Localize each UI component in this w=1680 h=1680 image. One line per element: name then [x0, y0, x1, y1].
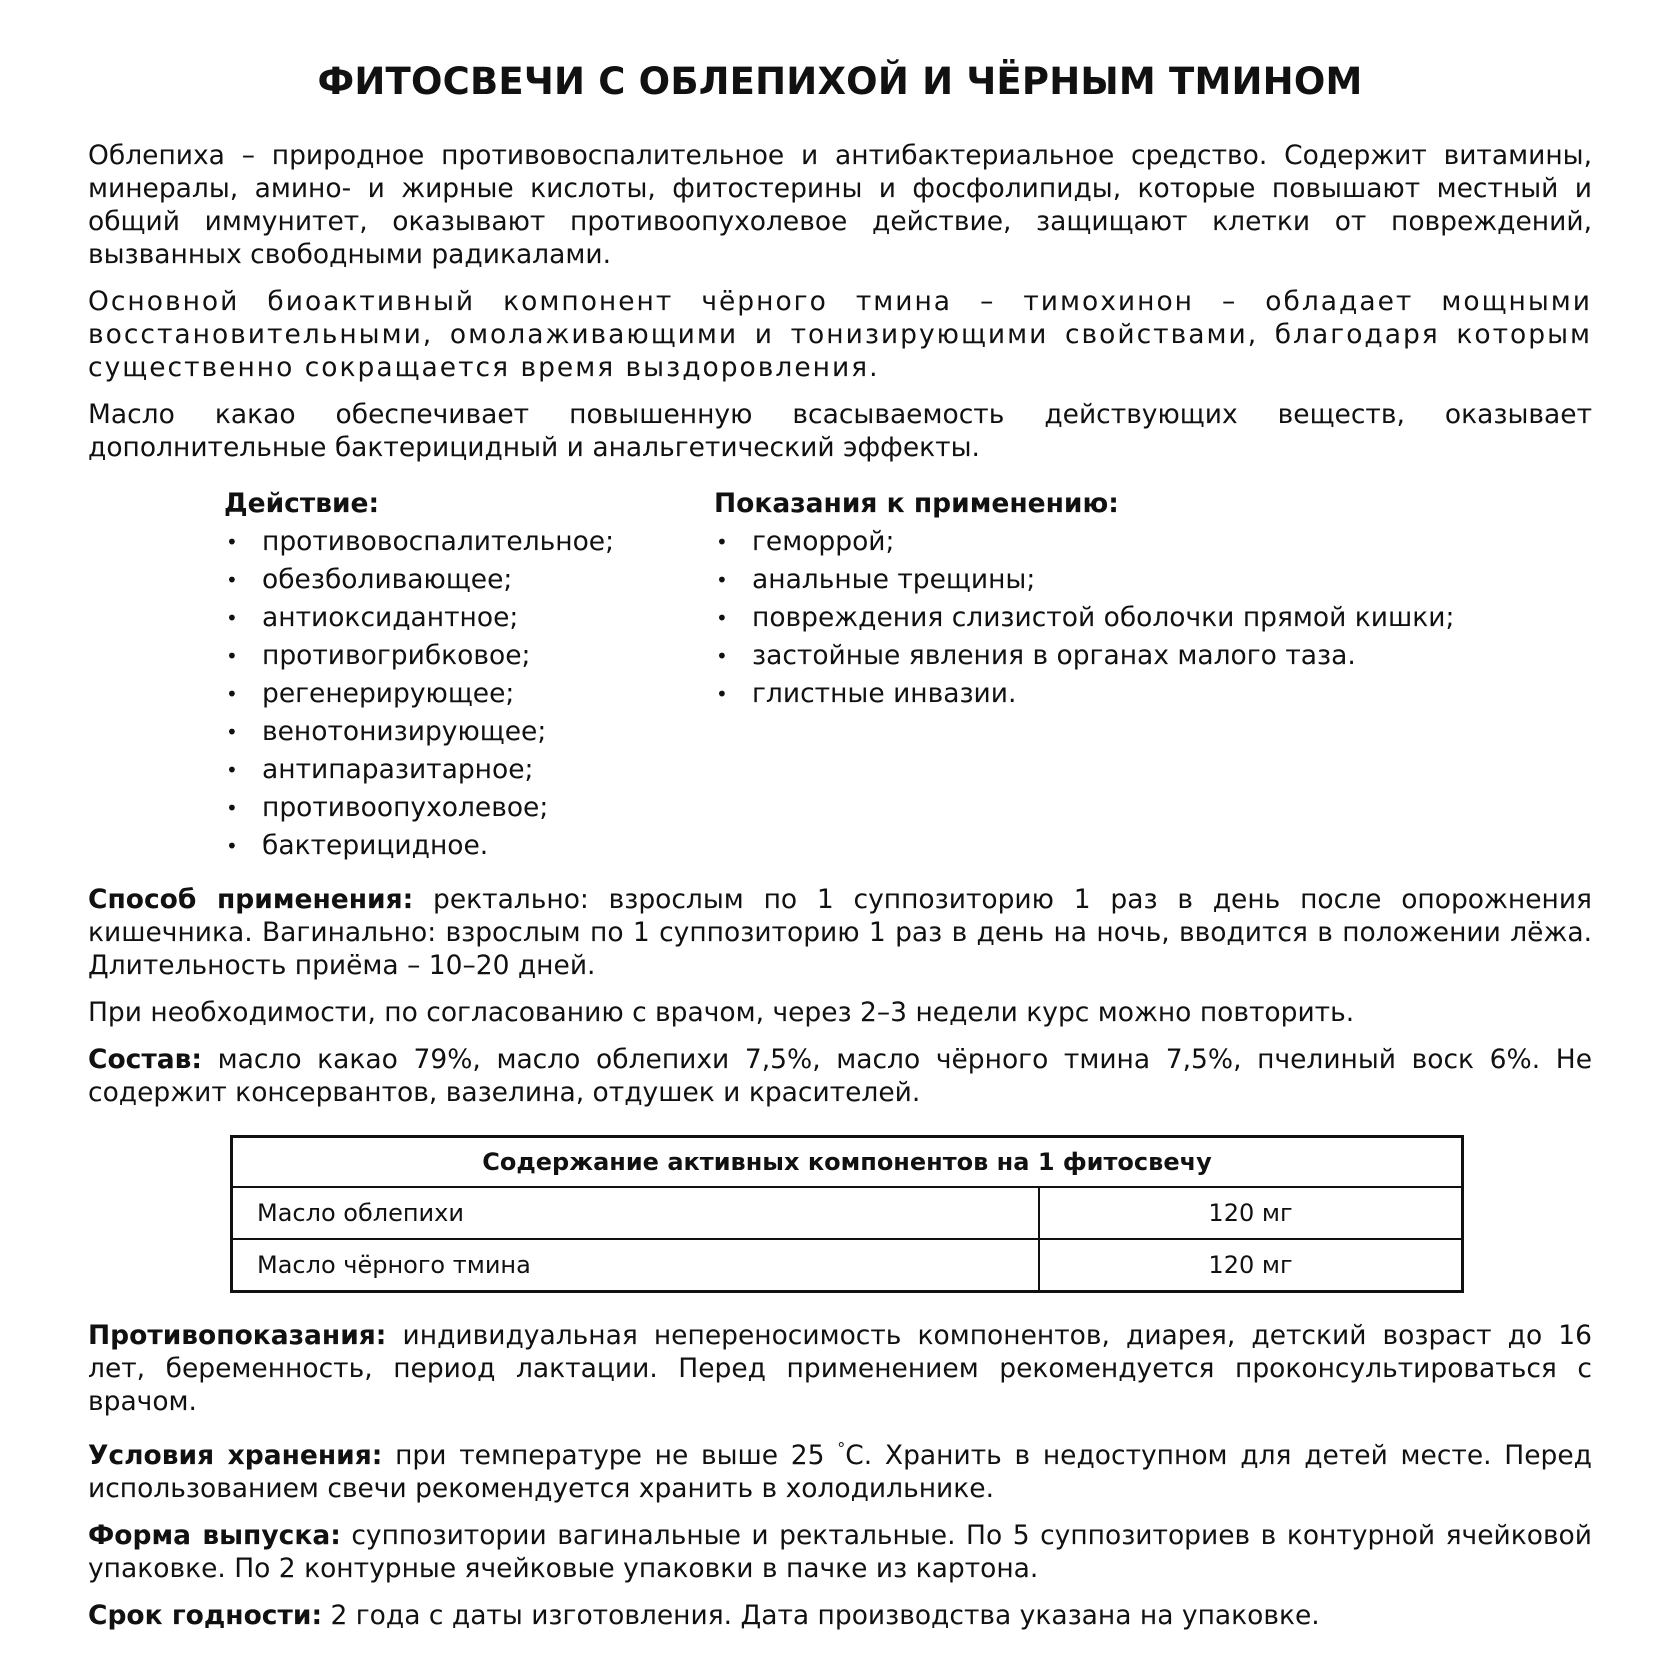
- usage-text: ректально: взрослым по 1 суппозиторию 1 раз в день после опорожнения кишечника. Вагинально: взрослым по 1 суппозиторию 1 раз в день на ночь, вводится в положении лёжа. Длительность приёма – 10–20 дней.: [88, 884, 1592, 981]
- table-cell-value: 120 мг: [1039, 1187, 1463, 1239]
- contraindications-paragraph: [88, 1319, 1592, 1418]
- composition-text: масло какао 79%, масло облепихи 7,5%, масло чёрного тмина 7,5%, пчелиный воск 6%. Не содержит консервантов, вазелина, отдушек и красителей.: [88, 1044, 1592, 1108]
- storage-text-before: при температуре не выше 25: [382, 1439, 838, 1471]
- list-item: • обезболивающее;: [224, 561, 714, 599]
- table-cell-value: 120 мг: [1039, 1239, 1463, 1292]
- table-header-row: [232, 1137, 1463, 1188]
- list-item: • глистные инвазии.: [714, 675, 1592, 713]
- intro-paragraph-2: Основной биоактивный компонент чёрного тмина – тимохинон – обладает мощными восстановительными, омолаживающими и тонизирующими свойствами, благодаря которым существенно сокращается время выздоровления.: [88, 286, 1592, 383]
- intro-paragraph-3: Масло какао обеспечивает повышенную всасываемость действующих веществ, оказывает дополнительные бактерицидный и анальгетический эффекты.: [88, 399, 1592, 463]
- usage-repeat-paragraph: При необходимости, по согласованию с врачом, через 2–3 недели курс можно повторить.: [88, 997, 1355, 1028]
- list-item: • антипаразитарное;: [224, 751, 714, 789]
- storage-text-after: С. Хранить в недоступном для детей месте. Перед использованием свечи рекомендуется хранить в холодильнике.: [88, 1439, 1592, 1504]
- list-item: • анальные трещины;: [714, 561, 1592, 599]
- shelf-life-text: 2 года с даты изготовления. Дата производства указана на упаковке.: [322, 1599, 1320, 1631]
- composition-label: Состав:: [88, 1044, 202, 1075]
- list-item: • противоопухолевое;: [224, 789, 714, 827]
- table-row: [232, 1239, 1463, 1292]
- storage-label: Условия хранения:: [88, 1439, 383, 1471]
- table-row: [232, 1187, 1463, 1239]
- indications-list: [714, 523, 1592, 713]
- degree-sign: °: [837, 1439, 846, 1458]
- indications-title: Показания к применению:: [714, 488, 1119, 519]
- list-item: • повреждения слизистой оболочки прямой кишки;: [714, 599, 1592, 637]
- form-paragraph: [88, 1519, 1592, 1585]
- list-item: • противогрибковое;: [224, 637, 714, 675]
- list-item: • бактерицидное.: [224, 827, 714, 865]
- action-list: [224, 523, 714, 865]
- storage-paragraph: [88, 1432, 1592, 1505]
- usage-label: Способ применения:: [88, 884, 414, 915]
- page-title: ФИТОСВЕЧИ С ОБЛЕПИХОЙ И ЧЁРНЫМ ТМИНОМ: [317, 60, 1363, 103]
- table-header: Содержание активных компонентов на 1 фитосвечу: [232, 1137, 1463, 1188]
- list-item: • противовоспалительное;: [224, 523, 714, 561]
- contraindications-text: индивидуальная непереносимость компонентов, диарея, детский возраст до 16 лет, беременность, период лактации. Перед применением рекомендуется проконсультироваться с врачом.: [88, 1320, 1592, 1417]
- list-item: • антиоксидантное;: [224, 599, 714, 637]
- intro-paragraph-1: Облепиха – природное противовоспалительное и антибактериальное средство. Содержит витамины, минералы, амино- и жирные кислоты, фитостерины и фосфолипиды, которые повышают местный и общий иммунитет, оказывают противоопухолевое действие, защищают клетки от повреждений, вызванных свободными радикалами.: [88, 140, 1592, 270]
- table-cell-name: Масло чёрного тмина: [232, 1239, 1040, 1292]
- indications-column: [714, 486, 1592, 865]
- usage-paragraph: [88, 883, 1592, 982]
- lists-section: [88, 486, 1592, 865]
- form-label: Форма выпуска:: [88, 1519, 341, 1551]
- list-item: • венотонизирующее;: [224, 713, 714, 751]
- action-column: [224, 486, 714, 865]
- table-cell-name: Масло облепихи: [232, 1187, 1040, 1239]
- shelf-life-paragraph: [88, 1599, 1592, 1632]
- active-components-table: [230, 1135, 1464, 1293]
- list-item: • регенерирующее;: [224, 675, 714, 713]
- shelf-life-label: Срок годности:: [88, 1599, 323, 1631]
- list-item: • геморрой;: [714, 523, 1592, 561]
- form-text: суппозитории вагинальные и ректальные. По 5 суппозиториев в контурной ячейковой упаковке. По 2 контурные ячейковые упаковки в пачке из картона.: [88, 1519, 1592, 1584]
- action-title: Действие:: [224, 488, 380, 519]
- contraindications-label: Противопоказания:: [88, 1320, 387, 1351]
- list-item: • застойные явления в органах малого таза.: [714, 637, 1592, 675]
- composition-paragraph: [88, 1043, 1592, 1109]
